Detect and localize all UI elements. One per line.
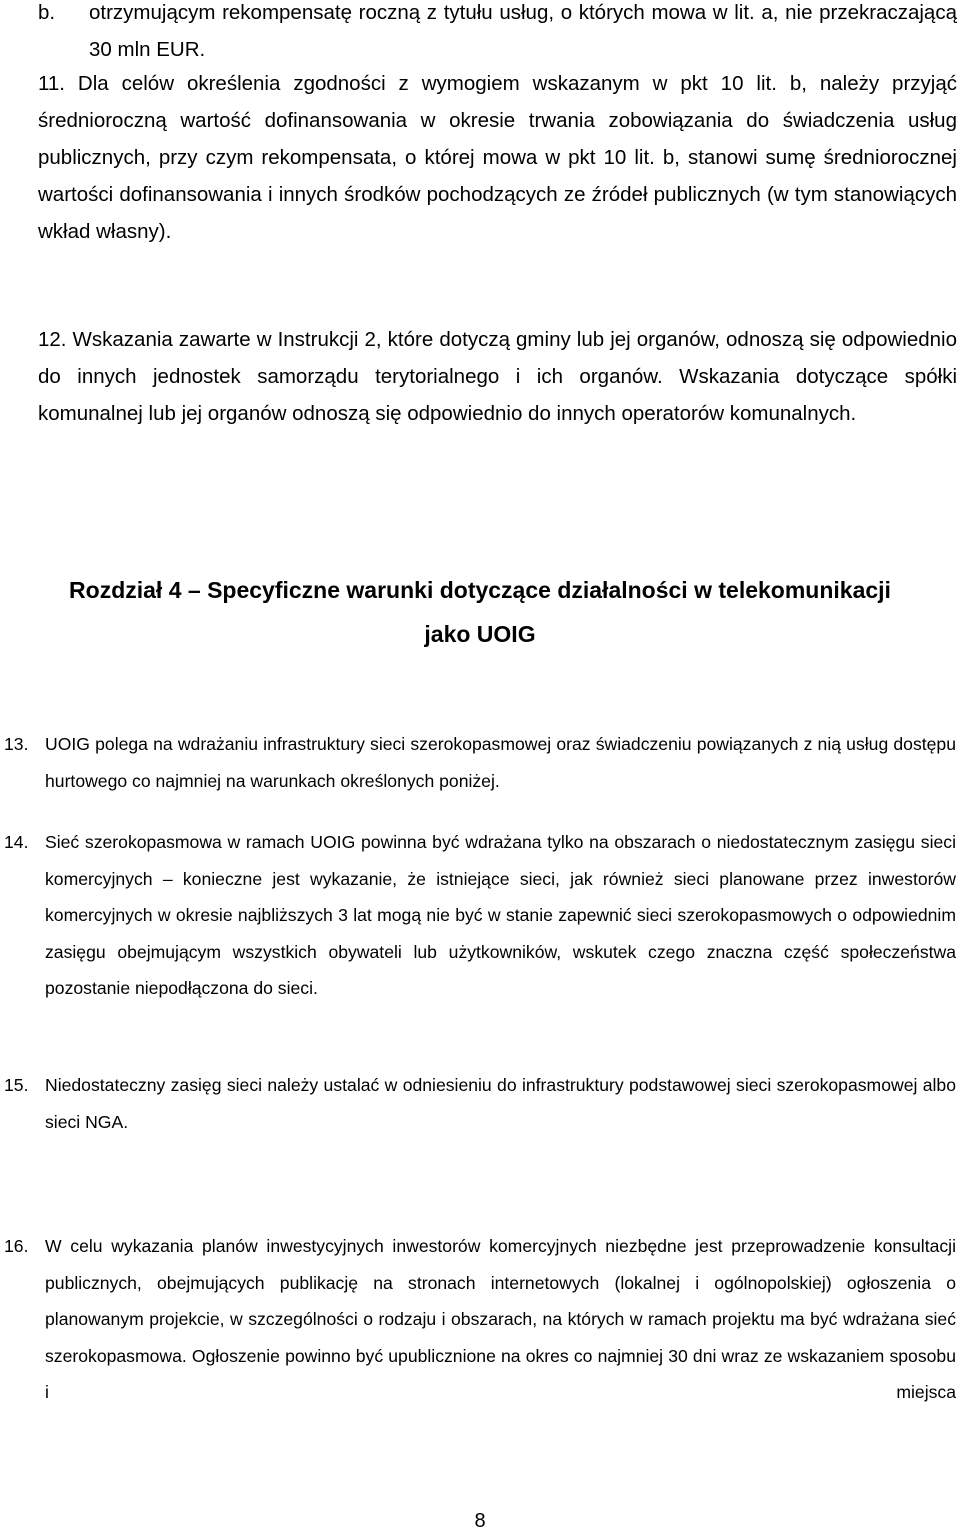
paragraph-text: Sieć szerokopasmowa w ramach UOIG powinna być wdrażana tylko na obszarach o niedostatecznym zasięgu sieci komercyjnych – konieczne jest wykazanie, że istniejące sieci, jak również sieci planowane przez inwestorów komercyjnych w okresie najbliższych 3 lat mogą nie być w stanie zapewnić sieci szerokopasmowych o odpowiednim zasięgu obejmującym wszystkich obywateli lub użytkowników, wskutek czego znaczna część społeczeństwa pozostanie niepodłączona do sieci. [45, 832, 956, 998]
paragraph-15 [4, 1067, 956, 1140]
paragraph-number: 13. [4, 734, 29, 754]
paragraph-number: 14. [4, 832, 29, 852]
chapter-heading-line-1: Rozdział 4 – Specyficzne warunki dotyczące działalności w telekomunikacji [69, 577, 891, 603]
paragraph-11 [38, 65, 957, 250]
paragraph-number: 16. [4, 1236, 29, 1256]
paragraph-text: 11. Dla celów określenia zgodności z wymogiem wskazanym w pkt 10 lit. b, należy przyjąć średnioroczną wartość dofinansowania w okresie trwania zobowiązania do świadczenia usług publicznych, przy czym rekompensata, o której mowa w pkt 10 lit. b, stanowi sumę średniorocznej wartości dofinansowania i innych środków pochodzących ze źródeł publicznych (w tym stanowiących wkład własny). [38, 72, 957, 243]
paragraph-14 [4, 824, 956, 1007]
paragraph-12 [38, 321, 957, 432]
page-number: 8 [474, 1510, 486, 1532]
chapter-heading [0, 568, 960, 656]
chapter-heading-line-2: jako UOIG [424, 621, 536, 647]
paragraph-text: Niedostateczny zasięg sieci należy ustalać w odniesieniu do infrastruktury podstawowej sieci szerokopasmowej albo sieci NGA. [45, 1075, 956, 1132]
list-item-label: b. [38, 1, 56, 24]
paragraph-text: W celu wykazania planów inwestycyjnych inwestorów komercyjnych niezbędne jest przeprowadzenie konsultacji publicznych, obejmujących publikację na stronach internetowych (lokalnej i ogólnopolskiej) ogłoszenia o planowanym projekcie, w szczególności o rodzaju i obszarach, na których w ramach projektu ma być wdrażana sieć szerokopasmowa. Ogłoszenie powinno być upublicznione na okres co najmniej 30 dni wraz ze wskazaniem sposobu i miejsca [45, 1236, 956, 1402]
paragraph-text: 12. Wskazania zawarte w Instrukcji 2, które dotyczą gminy lub jej organów, odnoszą się odpowiednio do innych jednostek samorządu terytorialnego i ich organów. Wskazania dotyczące spółki komunalnej lub jej organów odnoszą się odpowiednio do innych operatorów komunalnych. [38, 328, 957, 425]
paragraph-13 [4, 726, 956, 799]
paragraph-number: 15. [4, 1075, 29, 1095]
paragraph-16 [4, 1228, 956, 1411]
list-item-text: otrzymującym rekompensatę roczną z tytułu usług, o których mowa w lit. a, nie przekraczającą 30 mln EUR. [89, 1, 957, 61]
list-item-b [38, 0, 957, 68]
paragraph-text: UOIG polega na wdrażaniu infrastruktury sieci szerokopasmowej oraz świadczeniu powiązanych z nią usług dostępu hurtowego co najmniej na warunkach określonych poniżej. [45, 734, 956, 791]
